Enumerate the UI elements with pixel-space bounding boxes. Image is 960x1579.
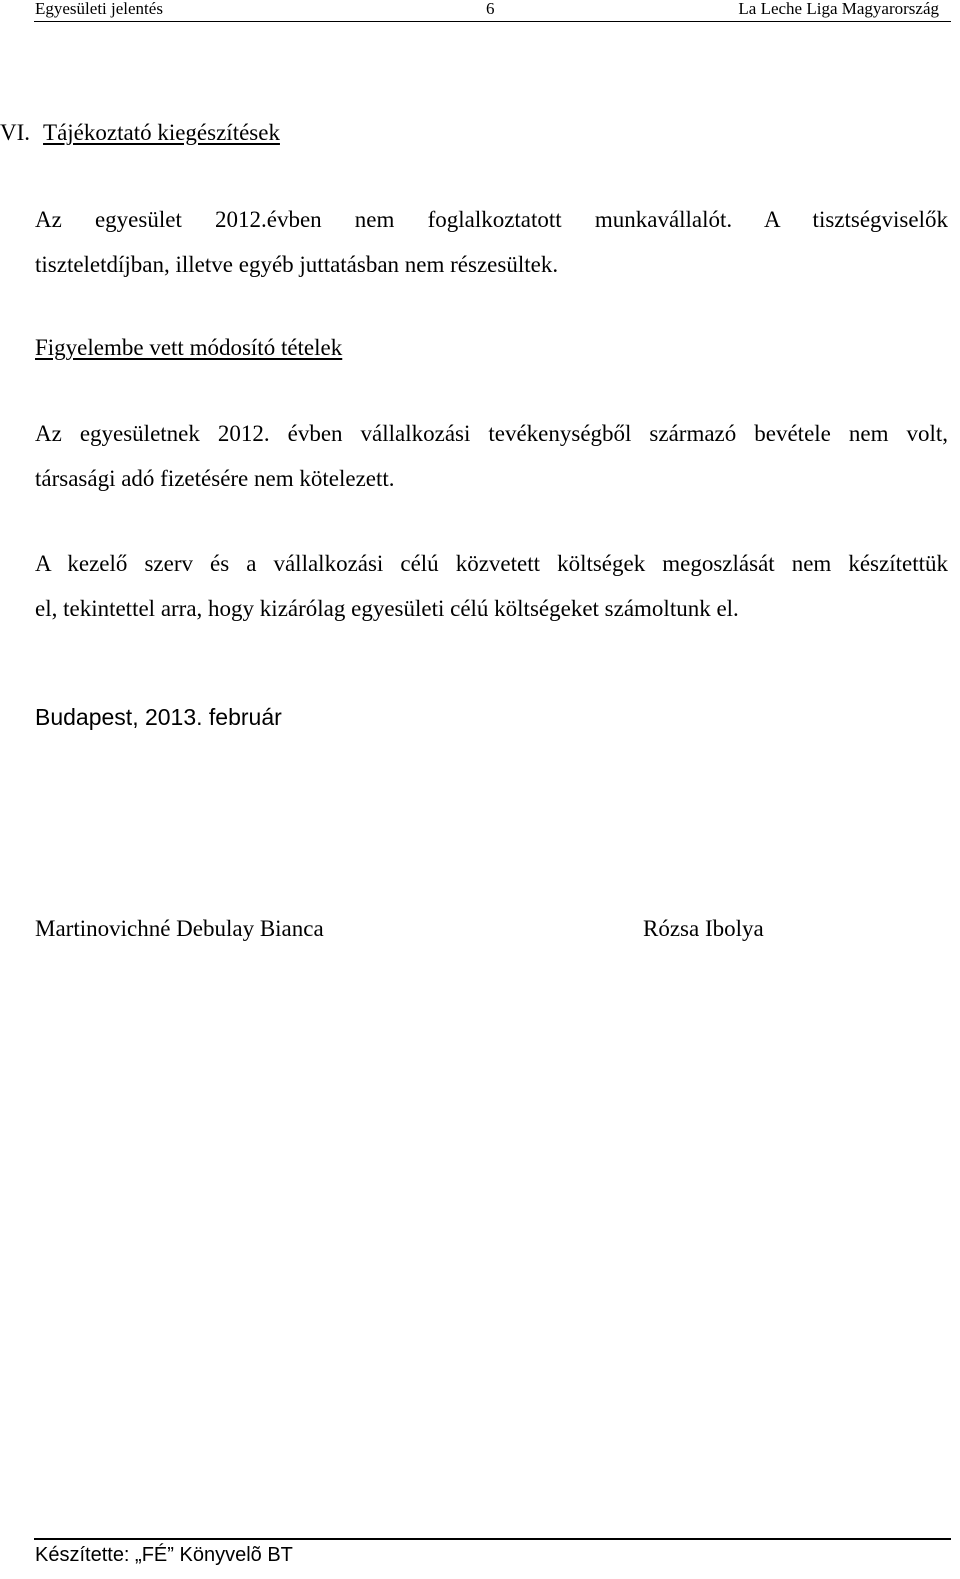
- place-date: Budapest, 2013. február: [35, 704, 282, 730]
- header-divider: [34, 21, 951, 22]
- header-page-number: 6: [486, 0, 495, 18]
- paragraph-line: társasági adó fizetésére nem kötelezett.: [35, 466, 395, 491]
- subheading-modifying-items: Figyelembe vett módosító tételek: [35, 335, 343, 360]
- header-left-title: Egyesületi jelentés: [35, 0, 163, 18]
- section-heading: [0, 118, 280, 148]
- signatory-left-name: Martinovichné Debulay Bianca: [35, 916, 324, 941]
- header-right-title: La Leche Liga Magyarország: [738, 0, 939, 18]
- paragraph-line: tiszteletdíjban, illetve egyéb juttatásban nem részesültek.: [35, 252, 559, 277]
- paragraph-business-income: [35, 411, 948, 501]
- paragraph-line: Az egyesületnek 2012. évben vállalkozási tevékenységből származó bevétele nem volt,: [35, 421, 948, 446]
- footer-prepared-by: Készítette: „FÉ” Könyvelõ BT: [35, 1544, 293, 1566]
- paragraph-cost-allocation: [35, 541, 948, 631]
- paragraph-line: A kezelő szerv és a vállalkozási célú közvetett költségek megoszlását nem készítettük: [35, 551, 948, 576]
- section-number: VI.: [0, 120, 31, 145]
- paragraph-line: Az egyesület 2012.évben nem foglalkoztatott munkavállalót. A tisztségviselők: [35, 207, 948, 232]
- signatory-right-name: Rózsa Ibolya: [643, 916, 764, 941]
- section-title: Tájékoztató kiegészítések: [43, 120, 280, 145]
- paragraph-employment: [35, 197, 948, 287]
- footer-divider: [34, 1538, 951, 1540]
- paragraph-line: el, tekintettel arra, hogy kizárólag egyesületi célú költségeket számoltunk el.: [35, 596, 739, 621]
